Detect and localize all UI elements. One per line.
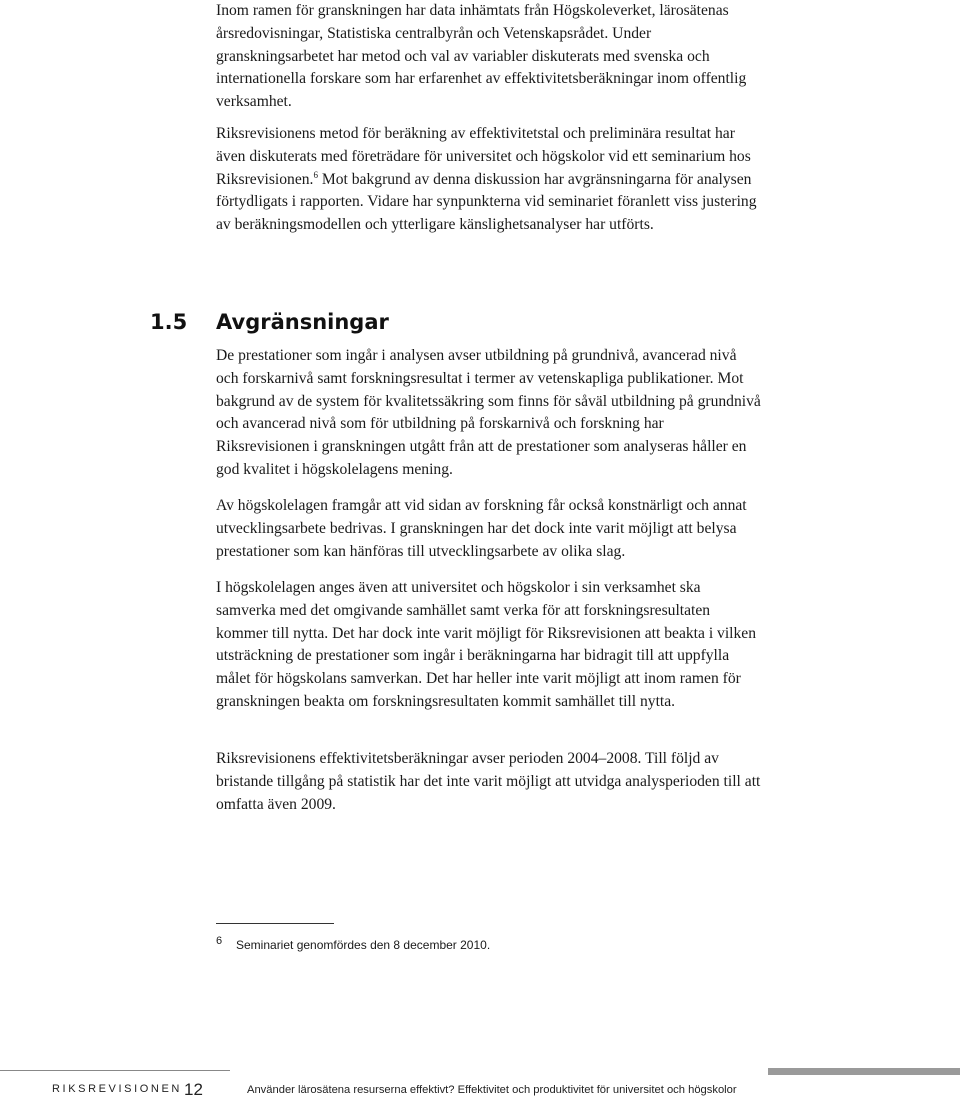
section-number: 1.5 [150,310,188,334]
paragraph-seminar [216,123,761,237]
paragraph-data-sources: Inom ramen för granskningen har data inhämtats från Högskoleverket, lärosätenas årsredovisningar, Statistiska centralbyrån och Vetenskapsrådet. Under granskningsarbetet har metod och val av variabler diskuterats med svenska och internationella forskare som har erfarenhet av effektivitetsberäkningar inom offentlig verksamhet. [216,2,747,111]
footer-divider-right [768,1068,960,1075]
page-number: 12 [184,1080,203,1099]
footer-report-title: Använder lärosätena resurserna effektivt? Effektivitet och produktivitet för universitet och högskolor [247,1084,737,1096]
footnote-number: 6 [216,935,223,947]
paragraph-prestationer: De prestationer som ingår i analysen avser utbildning på grundnivå, avancerad nivå och forskarnivå samt forskningsresultat i termer av vetenskapliga publikationer. Mot bakgrund av de system för kvalitetssäkring som finns för såväl utbildning på grundnivå och avancerad nivå som för utbildning på forskarnivå och forskning har Riksrevisionen i granskningen utgått från att de prestationer som analyseras håller en god kvalitet i högskolelagens mening. [216,347,761,478]
footer-organization: RIKSREVISIONEN [52,1083,182,1095]
paragraph-seminar-part-1: Riksrevisionens metod för beräkning av effektivitetstal och preliminära resultat har även diskuterats med företrädare för universitet och högskolor vid ett seminarium hos Riksrevisionen. [216,125,751,188]
footnote-divider [216,923,334,924]
section-title: Avgränsningar [216,310,389,334]
paragraph-analysperiod: Riksrevisionens effektivitetsberäkningar avser perioden 2004–2008. Till följd av bristande tillgång på statistik har det inte varit möjligt att utvidga analysperioden till att omfatta även 2009. [216,750,761,813]
section-heading [150,310,770,342]
paragraph-samverkan: I högskolelagen anges även att universitet och högskolor i sin verksamhet ska samverka med det omgivande samhället samt verka för att forskningsresultaten kommer till nytta. Det har dock inte varit möjligt för Riksrevisionen att beakta i vilken utsträckning de prestationer som ingår i beräkningarna har bidragit till att uppfylla målet för högskolans samverkan. Det har heller inte varit möjligt att inom ramen för granskningen beakta om forskningsresultaten kommit samhället till nytta. [216,579,757,710]
footer-divider-left [0,1070,230,1071]
footnote-reference[interactable]: 6 [313,169,318,180]
footnote-text: Seminariet genomfördes den 8 december 2010. [236,938,491,952]
paragraph-utvecklingsarbete: Av högskolelagen framgår att vid sidan av forskning får också konstnärligt och annat utvecklingsarbete bedrivas. I granskningen har det dock inte varit möjligt att belysa prestationer som kan hänföras till utvecklingsarbete av olika slag. [216,497,747,560]
paragraph-seminar-part-2: Mot bakgrund av denna diskussion har avgränsningarna för analysen förtydligats i rapporten. Vidare har synpunkterna vid seminariet föranlett viss justering av beräkningsmodellen och ytterligare känslighetsanalyser har utförts. [216,170,757,234]
page-footer [0,1068,960,1102]
